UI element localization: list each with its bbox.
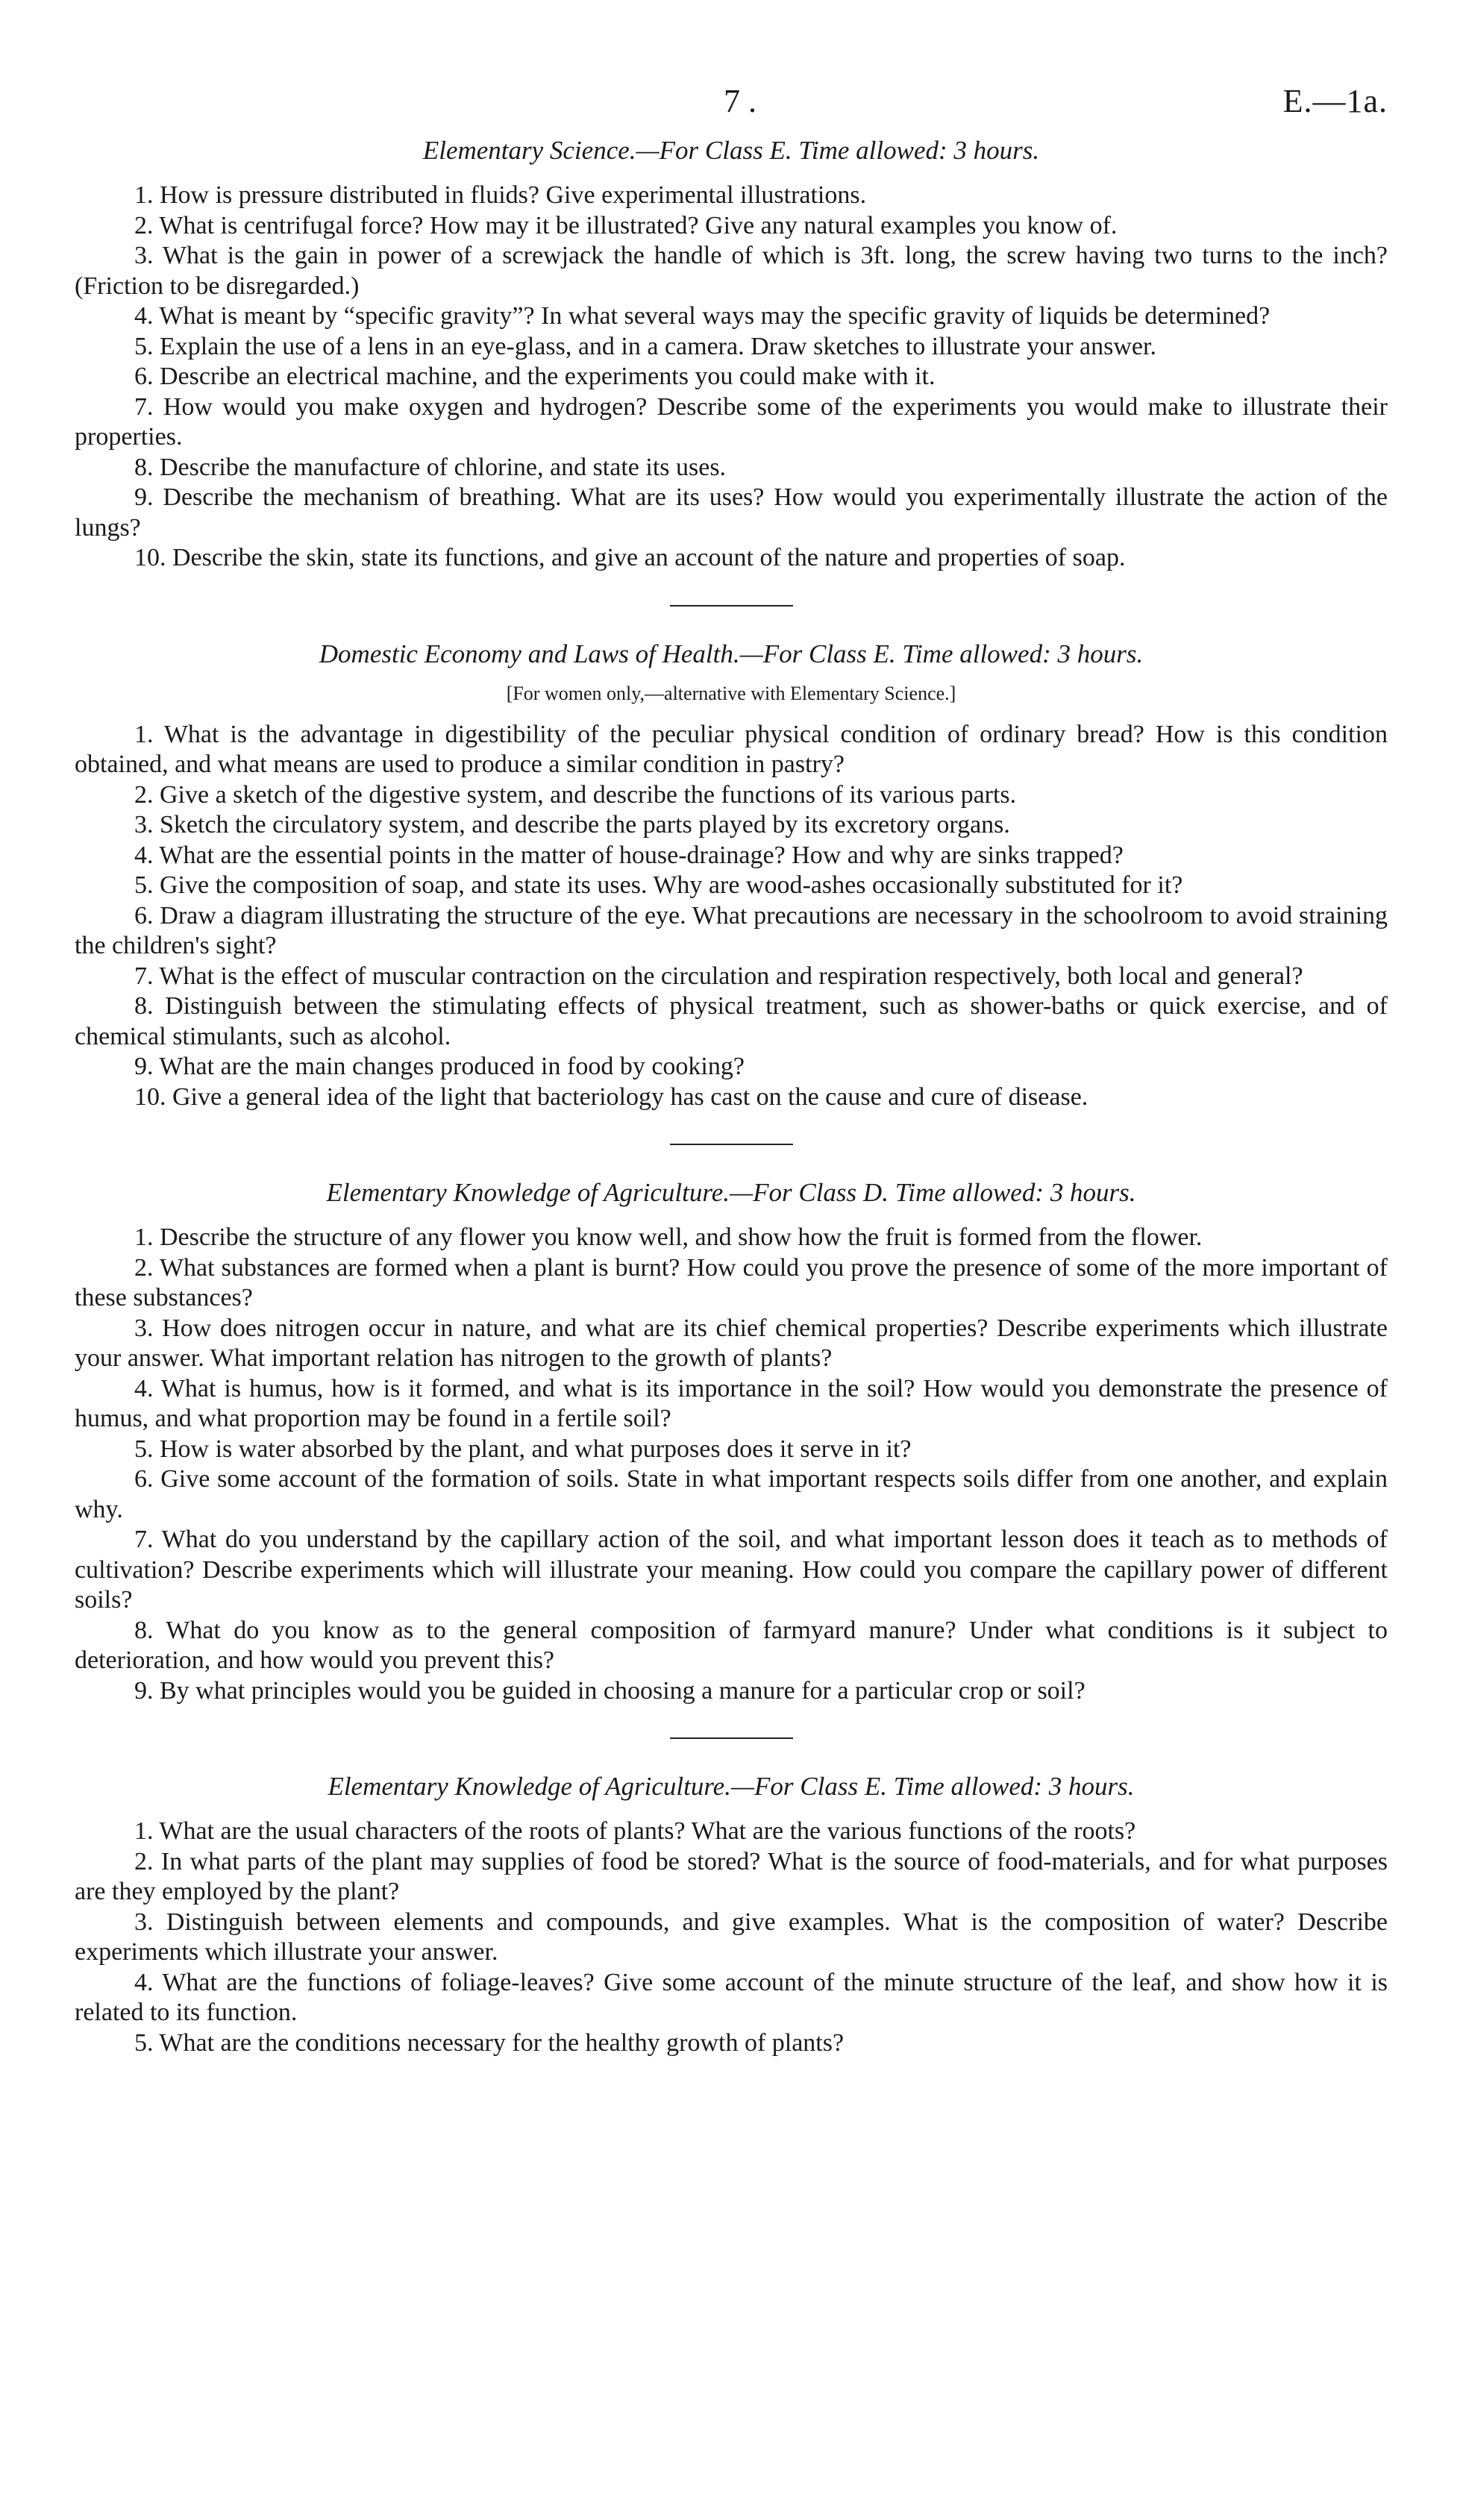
question-list [75, 1223, 1388, 1706]
question-item [75, 392, 1388, 453]
section-title: Domestic Economy and Laws of Health.—For Class E. Time allowed: 3 hours. [319, 639, 1144, 668]
question-text: What is centrifugal force? How may it be illustrated? Give any natural examples you know of. [159, 211, 1118, 239]
question-item [75, 181, 1388, 211]
question-number: 6. [134, 901, 154, 930]
question-item [75, 780, 1388, 811]
question-item [75, 1968, 1388, 2028]
question-number: 6. [134, 1465, 154, 1493]
question-item [75, 1464, 1388, 1525]
question-item [75, 1817, 1388, 1847]
exam-sections [75, 134, 1388, 2058]
question-number: 5. [134, 871, 154, 899]
question-text: Describe the manufacture of chlorine, and state its uses. [160, 453, 727, 481]
question-item [75, 453, 1388, 483]
question-text: Give a general idea of the light that bacteriology has cast on the cause and cure of disease. [172, 1082, 1088, 1111]
question-number: 4. [134, 1374, 154, 1402]
question-number: 10. [134, 1082, 166, 1111]
question-item [75, 991, 1388, 1052]
question-text: Describe an electrical machine, and the experiments you could make with it. [160, 363, 936, 390]
question-number: 5. [134, 1435, 154, 1463]
question-number: 5. [134, 332, 154, 360]
question-number: 6. [134, 363, 154, 390]
question-text: Describe the structure of any flower you know well, and show how the fruit is formed from the flower. [160, 1223, 1203, 1251]
question-text: Draw a diagram illustrating the structure of the eye. What precautions are necessary in the schoolroom to avoid straining the children's sight? [75, 901, 1388, 959]
question-item [75, 810, 1388, 841]
question-item [75, 1525, 1388, 1616]
question-item [75, 1314, 1388, 1374]
question-number: 7. [134, 392, 154, 421]
question-number: 2. [134, 1847, 154, 1875]
section-title: Elementary Knowledge of Agriculture.—For Class E. Time allowed: 3 hours. [328, 1772, 1135, 1801]
question-item [75, 1847, 1388, 1908]
question-text: By what principles would you be guided in choosing a manure for a particular crop or soil? [160, 1676, 1085, 1705]
question-number: 3. [134, 811, 154, 839]
exam-section [75, 134, 1388, 574]
question-number: 5. [134, 2028, 154, 2057]
question-item [75, 841, 1388, 871]
question-text: What do you understand by the capillary action of the soil, and what important lesson does it teach as to methods of cultivation? Describe experiments which will illustrate your meaning. How could you compare the capillary power of different soils? [75, 1526, 1388, 1614]
question-item [75, 1374, 1388, 1435]
question-item [75, 1616, 1388, 1676]
question-text: Describe the skin, state its functions, and give an account of the nature and properties of soap. [172, 544, 1126, 571]
question-text: What is humus, how is it formed, and what is its importance in the soil? How would you demonstrate the presence of humus, and what proportion may be found in a fertile soil? [75, 1374, 1388, 1432]
question-item [75, 1908, 1388, 1968]
question-number: 1. [134, 181, 154, 209]
question-number: 7. [134, 1526, 154, 1553]
question-text: Give a sketch of the digestive system, and describe the functions of its various parts. [160, 780, 1017, 809]
question-text: What do you know as to the general composition of farmyard manure? Under what conditions is it subject to deterioration, and how would you prevent this? [75, 1616, 1388, 1674]
question-number: 2. [134, 780, 154, 809]
question-text: What is the advantage in digestibility of the peculiar physical condition of ordinary bread? How is this condition obtained, and what means are used to produce a similar condition in pastry? [75, 720, 1388, 778]
section-title: Elementary Knowledge of Agriculture.—For Class D. Time allowed: 3 hours. [326, 1178, 1136, 1207]
question-number: 3. [134, 1908, 154, 1936]
question-item [75, 301, 1388, 332]
question-text: What is meant by “specific gravity”? In what several ways may the specific gravity of liquids be determined? [159, 302, 1271, 330]
question-list [75, 720, 1388, 1113]
section-divider [670, 1144, 793, 1145]
question-item [75, 962, 1388, 992]
question-number: 8. [134, 453, 154, 481]
question-number: 1. [134, 720, 154, 748]
question-item [75, 1676, 1388, 1707]
question-text: Explain the use of a lens in an eye-glass, and in a camera. Draw sketches to illustrate your answer. [160, 332, 1156, 360]
question-text: What is the effect of muscular contraction on the circulation and respiration respectively, both local and general? [159, 962, 1303, 990]
question-text: What are the usual characters of the roots of plants? What are the various functions of the roots? [159, 1817, 1136, 1845]
question-item [75, 211, 1388, 242]
question-text: Give some account of the formation of soils. State in what important respects soils differ from one another, and explain why. [75, 1465, 1388, 1523]
question-text: What substances are formed when a plant is burnt? How could you prove the presence of some of the more important of these substances? [75, 1253, 1388, 1311]
question-number: 4. [134, 302, 154, 330]
question-text: Give the composition of soap, and state its uses. Why are wood-ashes occasionally substituted for it? [160, 871, 1183, 899]
question-item [75, 362, 1388, 392]
question-item [75, 1435, 1388, 1465]
section-divider [670, 605, 793, 607]
question-list [75, 1817, 1388, 2058]
question-number: 8. [134, 1616, 154, 1644]
question-text: Sketch the circulatory system, and describe the parts played by its excretory organs. [160, 811, 1010, 839]
question-number: 7. [134, 962, 154, 990]
question-number: 3. [134, 242, 154, 269]
question-item [75, 1253, 1388, 1314]
question-list [75, 181, 1388, 574]
question-item [75, 901, 1388, 962]
question-number: 4. [134, 841, 154, 869]
question-text: What are the main changes produced in food by cooking? [159, 1053, 745, 1080]
question-item [75, 871, 1388, 901]
question-number: 4. [134, 1968, 154, 1996]
exam-section [75, 1770, 1388, 2058]
question-item [75, 483, 1388, 543]
question-text: How is water absorbed by the plant, and what purposes does it serve in it? [160, 1435, 912, 1463]
question-text: What is the gain in power of a screwjack the handle of which is 3ft. long, the screw having two turns to the inch? (Friction to be disregarded.) [75, 242, 1388, 300]
page-header [75, 75, 1388, 134]
question-item [75, 1223, 1388, 1253]
section-note: [For women only,—alternative with Elementary Science.] [506, 682, 956, 704]
question-number: 9. [134, 1676, 154, 1705]
question-text: Distinguish between elements and compounds, and give examples. What is the composition of water? Describe experiments which illustrate your answer. [75, 1908, 1388, 1966]
question-number: 1. [134, 1223, 154, 1251]
document-page [75, 75, 1388, 2058]
question-item [75, 543, 1388, 574]
question-number: 9. [134, 1053, 154, 1080]
question-number: 2. [134, 1253, 154, 1282]
question-text: How is pressure distributed in fluids? Give experimental illustrations. [160, 181, 867, 209]
question-text: How does nitrogen occur in nature, and what are its chief chemical properties? Describe experiments which illustrate your answer. What important relation has nitrogen to the growth of plants? [75, 1314, 1388, 1372]
question-number: 3. [134, 1314, 154, 1342]
section-divider [670, 1737, 793, 1739]
question-number: 8. [134, 992, 154, 1020]
question-item [75, 2028, 1388, 2059]
question-number: 10. [134, 544, 166, 571]
document-reference: E.—1a. [1282, 83, 1388, 119]
section-title: Elementary Science.—For Class E. Time allowed: 3 hours. [422, 136, 1040, 165]
exam-section [75, 1176, 1388, 1706]
question-item [75, 720, 1388, 780]
question-text: In what parts of the plant may supplies of food be stored? What is the source of food-materials, and for what purposes are they employed by the plant? [75, 1847, 1388, 1905]
question-text: What are the conditions necessary for the healthy growth of plants? [159, 2028, 845, 2057]
question-number: 9. [134, 483, 154, 511]
question-item [75, 1052, 1388, 1082]
question-text: What are the essential points in the matter of house-drainage? How and why are sinks trapped? [159, 841, 1124, 869]
question-item [75, 332, 1388, 363]
question-number: 1. [134, 1817, 154, 1845]
question-text: Describe the mechanism of breathing. What are its uses? How would you experimentally illustrate the action of the lungs? [75, 483, 1388, 542]
question-text: How would you make oxygen and hydrogen? Describe some of the experiments you would make to illustrate their properties. [75, 392, 1388, 451]
question-number: 2. [134, 211, 154, 239]
question-text: Distinguish between the stimulating effects of physical treatment, such as shower-baths or quick exercise, and of chemical stimulants, such as alcohol. [75, 992, 1388, 1050]
page-number: 7 . [724, 83, 756, 119]
question-item [75, 241, 1388, 301]
exam-section [75, 638, 1388, 1113]
question-item [75, 1082, 1388, 1113]
question-text: What are the functions of foliage-leaves? Give some account of the minute structure of the leaf, and show how it is related to its function. [75, 1968, 1388, 2026]
